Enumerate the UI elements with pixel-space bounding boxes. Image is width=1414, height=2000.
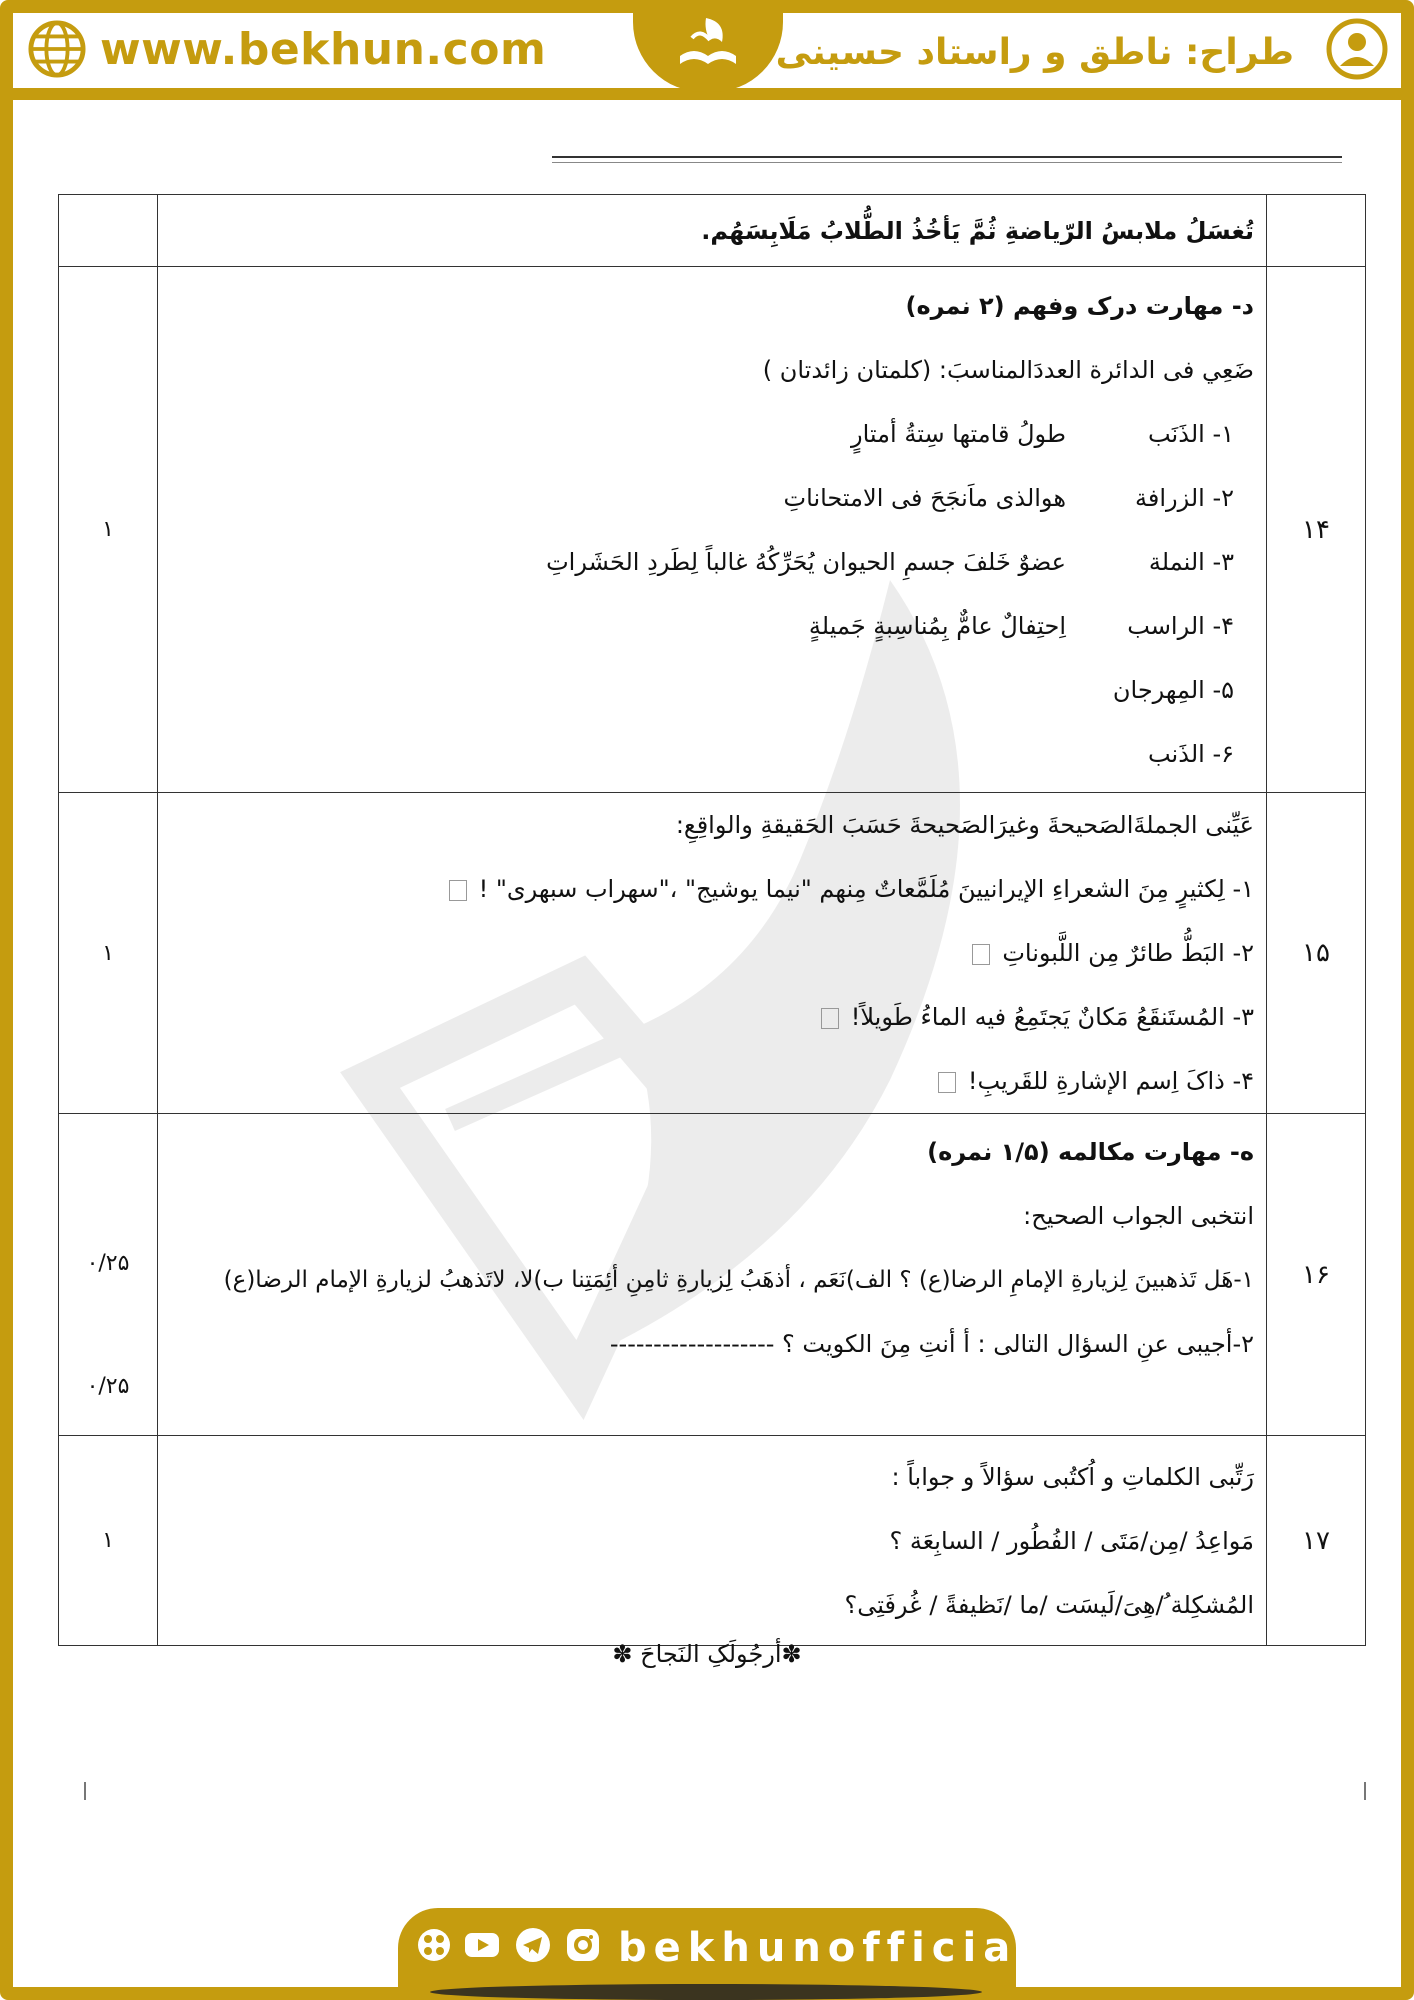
question-body bbox=[158, 195, 1267, 267]
score-cell: ۱ bbox=[59, 267, 158, 793]
score-value: ۰/۲۵ bbox=[86, 1251, 130, 1276]
matching-pair bbox=[170, 466, 1254, 530]
matching-word: ۲- الزرافة bbox=[1135, 483, 1234, 512]
top-rule-thin bbox=[552, 162, 1342, 163]
question-text: ۱-هَل تَذهبينَ لِزيارةِ الإمامِ الرضا(ع) ؟ الف)نَعَم ، أذهَبُ لِزيارةِ ثامِنِ أئِمَتِنا ب)لا، لاتَذهبُ لزيارةِ الإمام الرضا(ع) bbox=[223, 1267, 1254, 1293]
closing-wish: ✽أرجُولَکِ النَجاحَ ✽ bbox=[612, 1640, 802, 1668]
matching-definition bbox=[170, 658, 1066, 722]
matching-word: ۳- النملة bbox=[1148, 547, 1234, 576]
matching-word: ۶- الذَنب bbox=[1147, 739, 1234, 768]
table-row bbox=[59, 1436, 1366, 1646]
exam-table bbox=[58, 194, 1366, 1646]
page-tick-left bbox=[84, 1782, 86, 1800]
page-tick-right bbox=[1364, 1782, 1366, 1800]
question-body bbox=[158, 267, 1267, 793]
matching-definition: هوالذی ماَنجَحَ فی الامتحاناتِ bbox=[783, 483, 1066, 512]
question-body bbox=[158, 1436, 1267, 1646]
matching-pair bbox=[170, 722, 1254, 786]
score-cell bbox=[59, 195, 158, 267]
section-heading: د- مهارت درک وفهم (۲ نمره) bbox=[905, 291, 1254, 320]
question-text: مَواعِدُ /مِن/مَتَی / الفُطُور / السابِعَة ؟ bbox=[889, 1526, 1254, 1555]
globe-icon bbox=[28, 20, 86, 78]
matching-word: ۵- المِهرجان bbox=[1112, 675, 1234, 704]
table-row bbox=[59, 195, 1366, 267]
matching-definition: اِحتِفالٌ عامٌّ بِمُناسِبةٍ جَميلةٍ bbox=[808, 611, 1066, 640]
matching-word: ۴- الراسب bbox=[1127, 611, 1234, 640]
question-number: ۱۴ bbox=[1267, 267, 1366, 793]
table-row bbox=[59, 267, 1366, 793]
table-row bbox=[59, 793, 1366, 1114]
score-cell: ۱ bbox=[59, 1436, 158, 1646]
item-text: ۲- البَطُّ طائرٌ مِن اللَّبوناتِ bbox=[1002, 939, 1254, 967]
true-false-item bbox=[170, 857, 1254, 921]
matching-definition: طولُ قامتها سِتةُ أمتارٍ bbox=[851, 419, 1066, 448]
item-text: ۳- المُستَنقَعُ مَكانٌ يَجتَمِعُ فيه الماءُ طَويلاً! bbox=[850, 1003, 1254, 1031]
website-url[interactable]: www.bekhun.com bbox=[100, 24, 547, 75]
question-text: المُشكِلة ُ/هِیَ/لَيسَت /ما /نَظيفةً / غُرفَتِی؟ bbox=[844, 1590, 1254, 1619]
user-icon bbox=[1326, 18, 1388, 80]
question-text: ۲-أجيبی عنِ السؤال التالی : أ أنتِ مِنَ الكويت ؟ ------------------- bbox=[609, 1330, 1254, 1358]
question-body bbox=[158, 793, 1267, 1114]
matching-definition bbox=[170, 722, 1066, 786]
section-heading: ه- مهارت مکالمه (۱/۵ نمره) bbox=[927, 1138, 1254, 1166]
answer-checkbox[interactable] bbox=[938, 1072, 956, 1093]
score-cell: ۱ bbox=[59, 793, 158, 1114]
true-false-item bbox=[170, 985, 1254, 1049]
score-cell bbox=[59, 1114, 158, 1436]
true-false-item bbox=[170, 1049, 1254, 1113]
question-number bbox=[1267, 195, 1366, 267]
matching-word: ۱- الذَنَب bbox=[1147, 419, 1234, 448]
matching-pair bbox=[170, 530, 1254, 594]
question-instruction: انتخبی الجواب الصحيح: bbox=[1023, 1202, 1254, 1230]
top-rule bbox=[552, 156, 1342, 158]
question-text: تُغسَلُ ملابسُ الرّياضةِ ثُمَّ يَأخُذُ الطُّلابُ مَلَابِسَهُم. bbox=[701, 216, 1254, 245]
question-number: ۱۵ bbox=[1267, 793, 1366, 1114]
answer-checkbox[interactable] bbox=[821, 1008, 839, 1029]
question-instruction: عَيِّنی الجملةَالصَحيحةَ وغيرَالصَحيحةَ حَسَبَ الحَقيقةِ والواقِعِ: bbox=[675, 811, 1254, 839]
author-credit: طراح: ناطق و راستاد حسینی bbox=[775, 32, 1294, 73]
score-value: ۰/۲۵ bbox=[86, 1374, 130, 1399]
matching-definition: عضوٌ خَلفَ جسمِ الحيوان يُحَرِّكُهُ غالباً لِطَردِ الحَشَراتِ bbox=[546, 547, 1066, 576]
bekhun-logo bbox=[666, 8, 750, 84]
question-instruction: ضَعِي فی الدائرة العددَالمناسبَ: (کلمتان زائدتان ) bbox=[762, 355, 1254, 384]
matching-pair bbox=[170, 402, 1254, 466]
social-bar-shadow bbox=[430, 1984, 982, 2000]
question-number: ۱۷ bbox=[1267, 1436, 1366, 1646]
youtube-icon[interactable] bbox=[463, 1926, 501, 1964]
item-text: ۱- لِكثيرٍ مِنَ الشعراءِ الإيرانيينَ مُلَمَّعاتٌ مِنهم "نيما يوشيج" ،"سهراب سبهری" ! bbox=[478, 875, 1254, 903]
answer-checkbox[interactable] bbox=[972, 944, 990, 965]
question-instruction: رَتِّبی الكلماتِ و اُكتُبی سؤالاً و جواباً : bbox=[891, 1462, 1254, 1491]
item-text: ۴- ذاکَ اِسم الإشارةِ للقَريبِ! bbox=[967, 1067, 1254, 1095]
social-handle[interactable]: bekhunofficial bbox=[618, 1925, 1038, 1971]
aparat-icon[interactable] bbox=[415, 1926, 453, 1964]
question-body bbox=[158, 1114, 1267, 1436]
answer-checkbox[interactable] bbox=[449, 880, 467, 901]
matching-pair bbox=[170, 594, 1254, 658]
telegram-icon[interactable] bbox=[514, 1926, 552, 1964]
true-false-item bbox=[170, 921, 1254, 985]
instagram-icon[interactable] bbox=[564, 1926, 602, 1964]
table-row bbox=[59, 1114, 1366, 1436]
matching-pair bbox=[170, 658, 1254, 722]
question-number: ۱۶ bbox=[1267, 1114, 1366, 1436]
